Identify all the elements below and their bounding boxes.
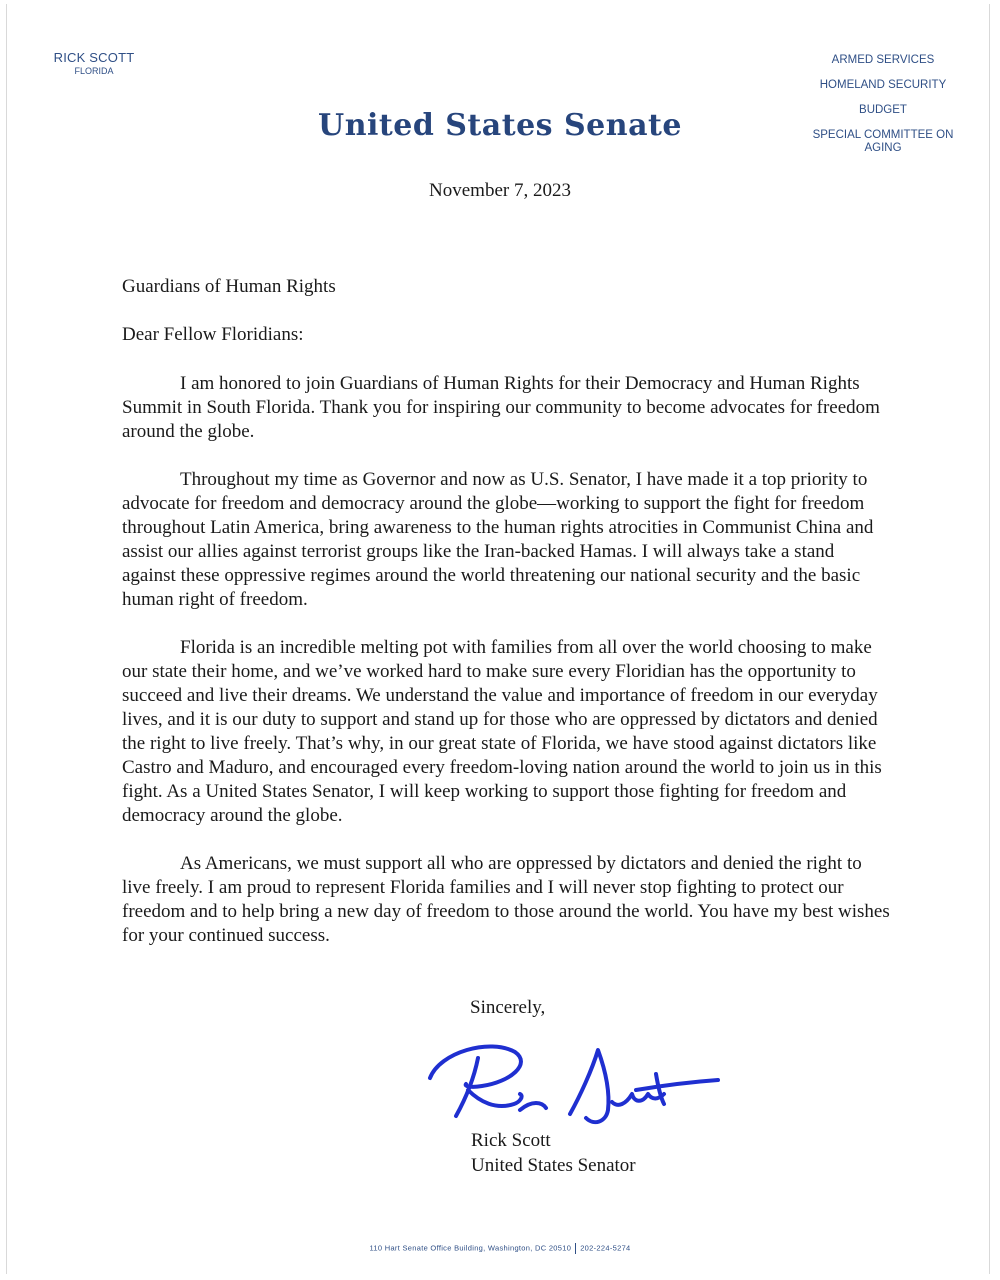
sender-state: FLORIDA [74, 66, 114, 76]
closing: Sincerely, [470, 997, 546, 1018]
salutation: Dear Fellow Floridians: [122, 324, 304, 345]
committee-item: BUDGET [859, 104, 907, 116]
footer-phone: 202-224-5274 [580, 1243, 631, 1253]
footer-separator [575, 1243, 576, 1254]
body-paragraph: Throughout my time as Governor and now as U.S. Senator, I have made it a top priority to advocate for freedom and democracy around the globe—working to support the fight for freedom throughout Latin America, bring awareness to the human rights atrocities in Communist China and assist our allies against terrorist groups like the Iran-backed Hamas. I will always take a stand against these oppressive regimes around the world threatening our national security and the basic human right of freedom. [122, 469, 874, 610]
signature-icon [420, 1030, 730, 1130]
letter-body [122, 372, 892, 972]
senate-masthead: United States Senate [318, 108, 682, 143]
body-paragraph: Florida is an incredible melting pot with families from all over the world choosing to make our state their home, and we’ve worked hard to make sure every Floridian has the opportunity to succeed and live their dreams. We understand the value and importance of freedom in our everyday lives, and it is our duty to support and stand up for those who are oppressed by dictators and denied the right to live freely. That’s why, in our great state of Florida, we have stood against dictators like Castro and Maduro, and encouraged every freedom-loving nation around the world to join us in this fight. As a United States Senator, I will keep working to support those fighting for freedom and democracy around the globe. [122, 637, 882, 826]
letter-date: November 7, 2023 [429, 180, 571, 201]
committee-item: ARMED SERVICES [831, 54, 935, 66]
footer-address [250, 1243, 750, 1254]
recipient: Guardians of Human Rights [122, 276, 336, 297]
body-paragraph: As Americans, we must support all who are oppressed by dictators and denied the right to live freely. I am proud to represent Florida families and I will never stop fighting to protect our freedom and to help bring a new day of freedom to those around the world. You have my best wishes for your continued success. [122, 853, 890, 946]
sender-name: RICK SCOTT [53, 50, 135, 65]
committee-item: HOMELAND SECURITY [819, 79, 947, 91]
signer-name: Rick Scott [471, 1130, 551, 1151]
signer-title: United States Senator [471, 1155, 636, 1176]
footer-street: 110 Hart Senate Office Building, Washington, DC 20510 [369, 1243, 572, 1253]
body-paragraph: I am honored to join Guardians of Human Rights for their Democracy and Human Rights Summit in South Florida. Thank you for inspiring our community to become advocates for freedom around the globe. [122, 373, 880, 442]
committee-list [808, 54, 958, 167]
sender-block [44, 50, 144, 76]
committee-item: SPECIAL COMMITTEE ON AGING [812, 129, 954, 154]
